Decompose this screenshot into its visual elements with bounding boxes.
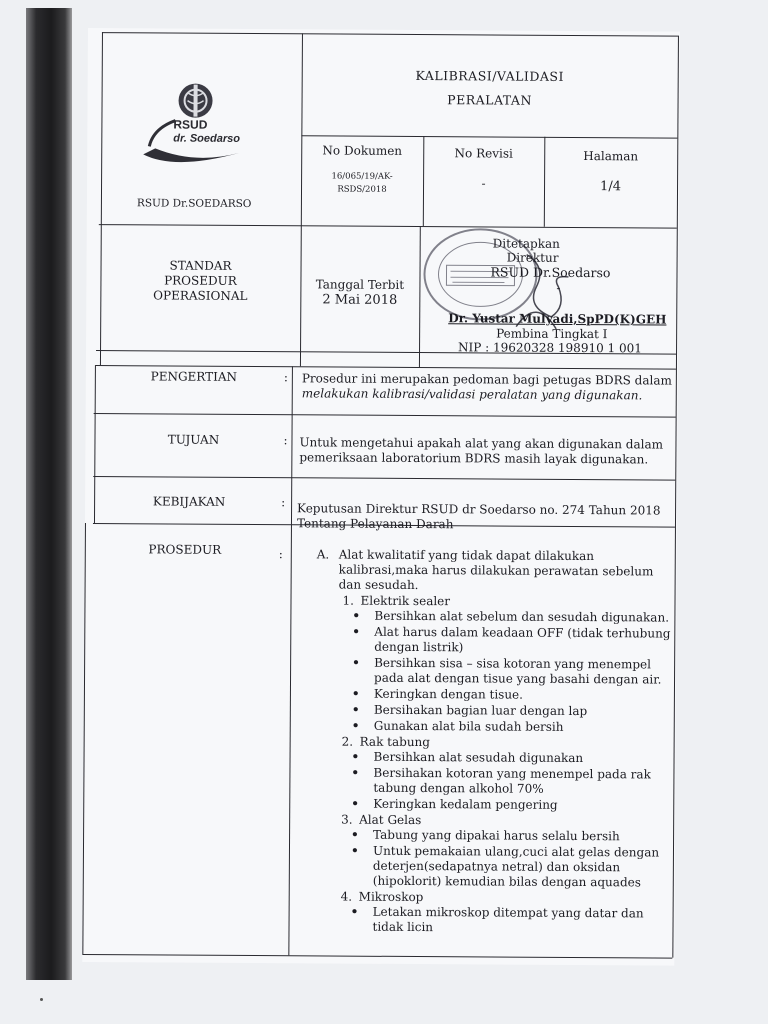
kebijakan-label: KEBIJAKAN — [152, 494, 226, 509]
halaman-value: 1/4 — [600, 179, 622, 195]
sop-label-line1: STANDAR — [169, 258, 232, 273]
prosedur-a-marker: A. — [316, 547, 330, 562]
bullet-item: • Letakan mikroskop ditempat yang datar dan — [373, 905, 644, 922]
title-divider — [301, 135, 677, 138]
signer-nip: NIP : 19620328 198910 1 001 — [458, 340, 642, 356]
prosedur-label: PROSEDUR — [148, 542, 222, 557]
kebijakan-text-line1: Keputusan Direktur RSUD dr Soedarso no. 274 Tahun 2018 — [297, 501, 661, 518]
prosedur-a-text-line3: dan sesudah. — [338, 577, 419, 593]
prosedur-item-number: 4. — [340, 889, 353, 904]
bullet-item-continuation: dengan listrik) — [374, 639, 464, 655]
kebijakan-colon: : — [281, 495, 286, 510]
table-bottom-border — [82, 954, 672, 959]
prosedur-item-title: Rak tabung — [359, 734, 431, 750]
right-border — [672, 36, 679, 958]
kebijakan-text-line2: Tentang Pelayanan Darah — [296, 516, 454, 532]
tanggal-terbit-label: Tanggal Terbit — [315, 277, 405, 292]
prosedur-item-number: 2. — [341, 734, 354, 749]
pengertian-label: PENGERTIAN — [150, 369, 238, 384]
bullet-item: • Bersihkan sisa – sisa kotoran yang menempel — [374, 656, 651, 673]
halaman-label: Halaman — [583, 149, 639, 164]
sop-label-line3: OPERASIONAL — [153, 288, 248, 303]
pengertian-text-line1: Prosedur ini merupakan pedoman bagi petugas BDRS dalam — [301, 371, 672, 388]
rsud-text: RSUD Dr.Soedarso — [490, 264, 611, 281]
signer-rank: Pembina Tingkat I — [496, 326, 608, 342]
header-column-divider — [300, 33, 303, 366]
bullet-item-continuation: tabung dengan alkohol 70% — [373, 780, 544, 796]
bullet-item: • Bersihkan alat sebelum dan sesudah digunakan. — [374, 609, 669, 626]
table-top-border — [102, 32, 678, 37]
bullet-item: • Keringkan dengan tisue. — [374, 687, 523, 703]
svg-text:RSUD: RSUD — [173, 117, 208, 132]
prosedur-item-number: 1. — [342, 593, 355, 608]
tujuan-text-line2: pemeriksaan laboratorium BDRS masih layak digunakan. — [299, 450, 649, 467]
tujuan-text-line1: Untuk mengetahui apakah alat yang akan digunakan dalam — [299, 435, 664, 452]
direktur-text: Direktur — [506, 250, 559, 265]
svg-text:dr. Soedarso: dr. Soedarso — [173, 132, 241, 145]
tanggal-terbit-value: 2 Mai 2018 — [322, 292, 398, 308]
left-border-upper — [100, 32, 103, 365]
no-revisi-value: - — [481, 176, 486, 191]
tujuan-colon: : — [283, 433, 288, 448]
bullet-item-continuation: deterjen(sedapatnya netral) dan oksidan — [372, 858, 621, 875]
dash-text: - — [556, 280, 561, 295]
no-dokumen-label: No Dokumen — [322, 143, 403, 158]
signer-name: Dr. Yustar Mulyadi,SpPD(K)GEH — [448, 311, 667, 327]
section-column-divider — [288, 366, 293, 955]
pengertian-divider — [94, 413, 676, 418]
bullet-item-continuation: pada alat dengan tisue yang basahi dengan air. — [373, 670, 662, 687]
sop-document — [82, 28, 680, 966]
prosedur-item-title: Elektrik sealer — [360, 593, 451, 609]
bullet-item: • Bersihkan alat sesudah digunakan — [374, 750, 584, 766]
prosedur-item-title: Alat Gelas — [359, 812, 422, 828]
bullet-item: • Gunakan alat bila sudah bersih — [374, 719, 564, 735]
bullet-item: • Alat harus dalam keadaan OFF (tidak terhubung — [374, 625, 670, 642]
left-border-lower — [82, 523, 86, 954]
ditetapkan-text: Ditetapkan — [492, 236, 560, 251]
pengertian-colon: : — [283, 370, 288, 385]
bullet-item: • Tabung yang dipakai harus selalu bersih — [373, 828, 620, 845]
bullet-item: • Bersihakan kotoran yang menempel pada rak — [373, 766, 651, 783]
pengertian-text-line2: melakukan kalibrasi/validasi peralatan yang digunakan. — [301, 386, 643, 403]
document-title-line2: PERALATAN — [447, 92, 532, 108]
document-title-line1: KALIBRASI/VALIDASI — [415, 68, 564, 84]
bullet-item-continuation: (hipoklorit) kemudian bilas dengan aquades — [372, 873, 641, 890]
prosedur-item-number: 3. — [341, 812, 353, 827]
bullet-item: • Untuk pemakaian ulang,cuci alat gelas dengan — [373, 844, 659, 861]
tujuan-label: TUJUAN — [167, 432, 220, 447]
bullet-item-continuation: tidak licin — [372, 919, 434, 935]
sop-label-line2: PROSEDUR — [164, 273, 237, 288]
prosedur-a-text-line2: kalibrasi,maka harus dilakukan perawatan sebelum — [338, 562, 654, 579]
bullet-item: • Bersihakan bagian luar dengan lap — [374, 703, 587, 719]
no-dokumen-value-line1: 16/065/19/AK- — [331, 171, 393, 182]
speck — [40, 998, 43, 1001]
institution-name: RSUD Dr.SOEDARSO — [136, 197, 252, 211]
prosedur-item-title: Mikroskop — [358, 889, 424, 905]
no-dokumen-value-line2: RSDS/2018 — [337, 184, 387, 195]
bullet-item: • Keringkan kedalam pengering — [373, 797, 557, 813]
prosedur-colon: : — [278, 547, 283, 562]
tujuan-divider — [93, 476, 675, 481]
header-divider — [99, 224, 677, 229]
rsud-logo-icon — [135, 78, 248, 169]
prosedur-a-text-line1: Alat kwalitatif yang tidak dapat dilakukan — [338, 547, 595, 564]
book-binding-shadow — [26, 8, 72, 980]
no-revisi-label: No Revisi — [454, 146, 513, 161]
